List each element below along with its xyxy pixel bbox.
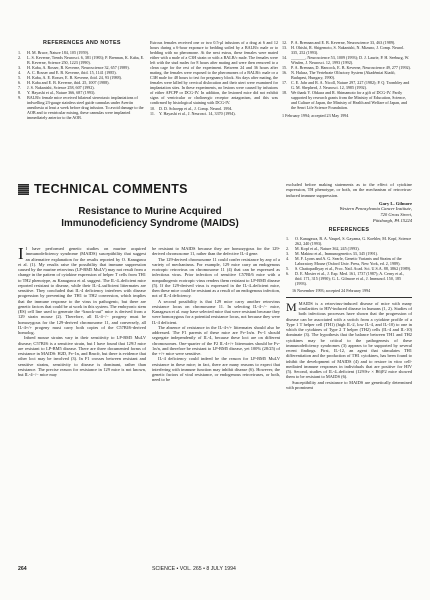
reference-item xyxy=(282,90,412,110)
journal-footer: SCIENCE • VOL. 265 • 8 JULY 1994 xyxy=(152,566,236,572)
methods-note-text: Estrous females received one or two 0.5-μl infusions of a drug at 6 and 12 hours during a 6-hour exposure to bedding soiled by a BALB/c male or to bedding with no pheromone. At the next estrus, these females were mated either with a male of a C3H strain or with a BALB/c male. The females were left with the stud males for 8 hours after mating and were then removed to a clean cage for the rest of the experiment. Between 24 and 36 hours after mating, the females were exposed to the pheromones of a BALB/c male or a C3H male for 48 hours to test for pregnancy block. Six days after mating, the females were killed by cervical dislocation and their uteri were examined for implantation sites. In these experiments, no lesions were caused by infusions of either APCPP or DCG-IV. In addition, the lesioned mice did not exhibit signs of ventricular or cholinergic receptor antagonism, and this was confirmed by histological staining with DCG-IV. xyxy=(150,40,278,105)
reference-number: 17. xyxy=(282,80,288,85)
reference-number: 10. xyxy=(150,106,156,111)
reference-number: 1. xyxy=(286,236,290,242)
comment-paragraph: excluded before making statements as to the effect of cytokine expression, TH phenotype, or both, on the mechanism of retrovirus-induced immune suppression. xyxy=(286,182,412,198)
reference-text: J. S. Nakanishi, Science 258, 607 (1992). xyxy=(27,85,95,90)
reference-number: 3. xyxy=(286,251,290,257)
section-title: TECHNICAL COMMENTS xyxy=(34,182,188,196)
comment-column-2 xyxy=(152,246,280,383)
comment-paragraph: Inbred mouse strains vary in their sensitivity to LP-BM5 MuLV disease; C57Bl/6 is a sensitive strain, but I have found that 129/J mice are resistant to LP-BM5 disease. There are three documented forms of resistance in MAIDS: H2D, Fv-1n, and Rmcfr, but there is evidence that other loci may be involved (3). In F1 crosses between resistant and sensitive strains, sensitivity to disease is dominant, rather than resistance. The precise reason for resistance in 129 mice is not known, but IL-4−/− mice may xyxy=(18,335,146,377)
reference-number: 4. xyxy=(286,256,290,262)
section-heading xyxy=(18,182,188,196)
reference-item xyxy=(282,45,412,55)
reference-item xyxy=(282,55,412,65)
reference-item xyxy=(282,80,412,90)
author-institution: Western Pennsylvania Cancer Institute, xyxy=(339,206,412,212)
reply-paragraph-1-text: MAIDS is a retrovirus-induced disease of mice with many similarities to HIV-induced disease in humans (1, 2). Studies of both infectious processes have shown that the progression of disease can be associated with a switch from a cytokine profile of a Type 1 T helper cell (TH1) (high IL-2, low IL-4, and IL-10) to one in which the cytokines of Type 2 T helper (TH2) cells (IL-4 and IL-10) dominate (3). The hypothesis that the balance between TH1 and TH2 cytokines may be critical to the pathogenesis of these immunodeficiency syndromes (3) appears to be supported by several recent findings. First, IL-12, an agent that stimulates TH1 differentiation and the production of TH1 cytokines, has been found to inhibit the development of MAIDS (4) and to restore in vitro cell-mediated immune responses in individuals that are positive for HIV (5). Second, studies of IL-4–deficient (129/Sv × B6)F2 mice showed them to be resistant to MAIDS (6). xyxy=(286,300,412,380)
divider xyxy=(286,297,412,298)
reply-paragraph: Susceptibility and resistance to MAIDS are genetically determined with prominent xyxy=(286,379,412,390)
reference-number: 5. xyxy=(286,266,290,272)
comment-column-1 xyxy=(18,246,146,377)
reference-text: S. Chattopadhyay et al., Proc. Natl. Acad. Sci. U.S.A. 88, 3862 (1989). xyxy=(295,266,412,272)
author-signature xyxy=(286,201,412,223)
reference-item xyxy=(282,70,412,80)
reference-text: A. C. Rosser and E. B. Keverne, ibid. 15, 1141 (1985). xyxy=(27,70,117,75)
author-city: Pittsburgh, PA 15224 xyxy=(372,217,412,223)
reference-number: 11. xyxy=(150,111,155,116)
reference-text: O. Kanagawa, B. A. Vaupel, S. Gayama, G. Koehler, M. Kopf, Science 262, 240 (1993). xyxy=(295,236,412,247)
reference-item xyxy=(286,236,412,246)
top-right-references xyxy=(282,40,412,118)
reference-text: N. Halasz, The Vertebrate Olfactory System (Akadémiai Kiadó, Budapest, Hungary, 1990). xyxy=(291,70,396,80)
comment-paragraph-1-text: I have performed genetic studies on murine acquired immunodeficiency syndrome (MAIDS) susceptibility that suggest an alternative explanation for the results reported by O. Kanagawa et al. (1). My results raise the possibility that immune suppression caused by the murine retrovirus (LP-BM5 MuLV) may not result from a change in the pattern of cytokine expression of helper T cells from TH1 to TH2 phenotype, as Kanagawa et al. suggest. The IL-4–deficient mice reported resistant to disease, while their IL-4–sufficient littermates are sensitive. They concluded that IL-4 deficiency interferes with disease progression by preventing the TH1 to TH2 conversion, which implies that the immune response to the virus in pathogenic, but there are genetic factors that could be at work in this system. The embryonic stem (ES) cell line used to generate the “knock-out” mice is derived from a 129 strain mouse (2). Therefore, all IL-4−/− progeny must be homozygous for the 129-derived chromosome 11, and conversely, all IL-4+/+ progeny must carry both copies of the C57Bl/6-derived homolog. xyxy=(18,246,146,335)
comment-dates: 16 November 1993; accepted 24 February 1994 xyxy=(292,288,371,294)
reference-number: 3. xyxy=(18,65,22,70)
page-number: 264 xyxy=(18,566,27,572)
reference-text: H. Kaba, A. Rosser, B. Keverne, Neuroscience 32, 657 (1989). xyxy=(27,65,130,70)
reference-item xyxy=(150,111,278,116)
section-marker-icon xyxy=(18,184,29,195)
comment-column-3 xyxy=(286,182,412,390)
comment-paragraph: The 129-derived chromosome 11 could confer resistance by any of a variety of mechanisms. For example, 129 mice carry an endogenous ecotropic retrovirus on chromosome 11 (4) that can be expressed as infectious virus. Prior infection of sensitive C57Bl/6 mice with a nonpathogenic ecotropic virus renders them resistant to LP-BM5 disease (5). If the 129-derived virus is expressed in the IL-4–deficient mice, then these mice could be resistant as a result of an endogenous infection, not of IL-4 deficiency. xyxy=(152,256,280,299)
reference-text: M. F. Lyons and A. G. Searle, Genetic Variants and Strains of the Laboratory Mouse (Oxford Univ. Press, New York, ed. 2, 1989). xyxy=(295,256,402,267)
author-name: Gary L. Gilmore xyxy=(379,200,412,206)
reference-number: 1. xyxy=(18,50,22,55)
reference-number: 14. xyxy=(282,55,288,60)
reference-text: We thank Y. Ohkura and R. Shimamoto for a gift of DCG-IV. Partly supported by research grants from the Ministry of Education, Science, and Culture of Japan, the Ministry of Health and Welfare of Japan, and the Senri Life Science Foundation. xyxy=(291,90,408,110)
reference-number: 5. xyxy=(18,75,22,80)
reference-text: H. Kaba and E. B. Keverne, ibid. 25, 1007 (1988). xyxy=(27,80,110,85)
reference-text: C. E. Jahr and R. A. Nicoll, Nature 297, 227 (1982); P. Q. Trombley and G. M. Shepherd, J. Neurosci. 12, 3985 (1992). xyxy=(291,80,410,90)
reference-number: 9. xyxy=(18,95,22,100)
comment-paragraph: A second possibility is that 129 mice carry another retrovirus resistance locus on chromosome 11. In selecting IL-4−/− mice, Kanagawa et al. may have selected mice that were resistant because they were homozygous for a potential resistance locus, not because they were IL-4 deficient. xyxy=(152,298,280,325)
reference-text: M. Kopf et al., Nature 362, 245 (1993). xyxy=(295,246,360,252)
reference-text: H. Kaba, A. E. Rosser, E. B. Keverne, ibid. 24, 93 (1988). xyxy=(27,75,122,80)
reference-number: 6. xyxy=(18,80,22,85)
reply-paragraph xyxy=(286,301,412,380)
reference-number: 4. xyxy=(18,70,22,75)
comment-paragraph xyxy=(18,246,146,335)
drop-cap: M xyxy=(286,299,297,314)
reference-text: D. E. Mosier et al., J. Exp. Med. 161, 1737 (1987); A. Cerny et al., ibid. 171, 315 (1990); G. L. Gilmore et al., J. Immunol. 150, 185 (1993). xyxy=(295,271,405,287)
references-list xyxy=(18,50,146,120)
comment-paragraph: IL-4 deficiency could indeed be the reason for LP-BM5 MuLV resistance in these mice; in fact, there are many reasons to expect that interfering with immune function may inhibit disease (6). However, the genetic factors of viral resistance, or endogenous retroviruses, or both, need to be xyxy=(152,356,280,383)
top-left-references xyxy=(18,40,146,120)
reference-number: 2. xyxy=(18,55,22,60)
reference-item xyxy=(286,271,412,286)
reference-text: H. M. Bruce, Nature 184, 105 (1959). xyxy=(27,50,89,55)
reference-text: P. A. Brennan and E. B. Keverne, Neuroscience 33, 463 (1989). xyxy=(291,40,396,45)
references-and-notes-heading: REFERENCES AND NOTES xyxy=(43,40,121,46)
comment-paragraph: The absence of resistance in the IL-4+/+ littermates should also be addressed. The F1 parents of these mice are Fv-1n/n. Fv-1 should segregate independently of IL-4, because these loci are on different chromosomes. One-quarter of the F2 IL-4+/+ littermates should be Fv-1n/n, and therefore be resistant to LP-BM5 disease, yet 100% (28/25) of the +/+ mice were sensitive. xyxy=(152,324,280,356)
reference-item xyxy=(18,95,146,120)
reference-number: 18. xyxy=(282,90,288,95)
references-list-right xyxy=(282,40,412,110)
reference-number: 6. xyxy=(286,271,290,277)
received-accepted-dates: 1 February 1994; accepted 23 May 1994 xyxy=(282,113,349,118)
article-title: Resistance to Murine Acquired Immunodeficiency Syndrome (MAIDS) xyxy=(61,206,239,229)
reference-text: Y. Hayashi et al., Nature 366, 687 (1993). xyxy=(27,90,96,95)
reference-number: 16. xyxy=(282,70,288,75)
comment-references-list xyxy=(286,236,412,286)
reference-text: L. S. Keverne, Trends Neurosci. 6, 381 (1983); P. Brennan, K. Kaba, E. B. Keverne, Science 250, 1223 (1990). xyxy=(27,55,145,65)
reference-number: 2. xyxy=(286,246,290,252)
reference-number: 8. xyxy=(18,90,22,95)
reference-item xyxy=(18,55,146,65)
drop-cap: I xyxy=(18,244,24,263)
reference-text: H. Ohishi, R. Shigemoto, S. Nakanishi, N. Mizuno, J. Comp. Neurol. 335, 252 (1993). xyxy=(291,45,405,55)
reference-item xyxy=(286,256,412,266)
reference-number: 12. xyxy=(282,40,288,45)
reference-text: M. Makino et al., Immunogenetics 33, 345 (1991). xyxy=(295,251,378,257)
reference-text: _______, Neuroscience 53, 1009 (1993); D. J. Laurie, P. H. Seeburg, W. Wisden, J. Neurosci. 12, 1993 (1992). xyxy=(291,55,410,65)
reference-text: BALB/c female mice received bilateral stereotaxic implantations of indwelling 23-gauge stainless steel guide cannulas under Avertin anesthesia at least a week before drug infusion. To avoid damage to the AOB and to ventricular mixing, these cannulas were implanted immediately anterior to the AOB. xyxy=(27,95,144,120)
reference-number: 13. xyxy=(282,45,288,50)
top-middle-column xyxy=(150,40,278,116)
reference-text: Y. Hayashi et al., J. Neurosci. 14, 3370 (1994). xyxy=(159,111,236,116)
reference-number: 7. xyxy=(18,85,22,90)
reference-text: P. A. Brennan, D. Hancock, E. B. Keverne, Neuroscience 49, 277 (1992). xyxy=(291,65,411,70)
references-list-continued xyxy=(150,106,278,116)
comment-paragraph: be resistant to MAIDS because they are homozygous for the 129-derived chromosome 11, rather than the defective IL-4 gene. xyxy=(152,246,280,257)
reference-text: D. D. Schoepp et al., J. Comp. Neurol. 1994. xyxy=(159,106,233,111)
author-address: 720 Gross Street, xyxy=(380,211,412,217)
reference-number: 15. xyxy=(282,65,288,70)
references-heading: REFERENCES xyxy=(328,227,370,234)
